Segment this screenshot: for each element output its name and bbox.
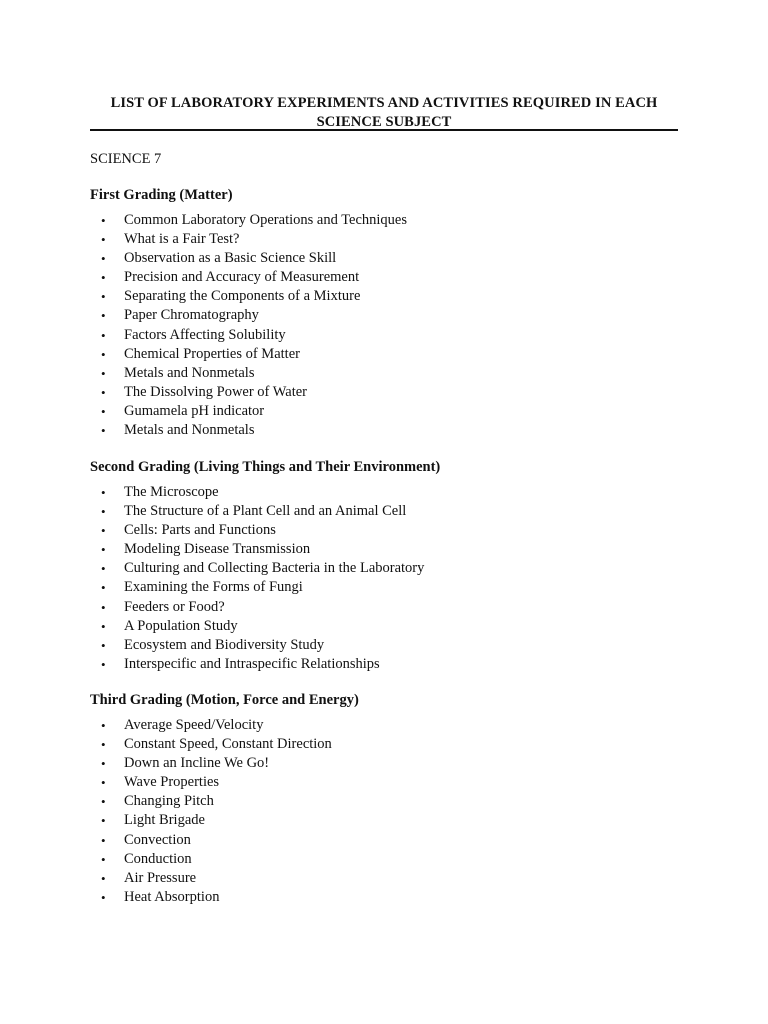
list-item-label: Observation as a Basic Science Skill xyxy=(124,250,337,267)
list-item-label: Cells: Parts and Functions xyxy=(124,522,276,539)
list-item xyxy=(90,421,407,440)
bullet-icon: • xyxy=(101,308,106,324)
bullet-icon: • xyxy=(101,580,106,596)
subject-label: SCIENCE 7 xyxy=(90,151,162,167)
list-item xyxy=(90,888,332,907)
bullet-icon: • xyxy=(101,656,106,672)
bullet-icon: • xyxy=(101,889,106,905)
list-item-label: Modeling Disease Transmission xyxy=(124,541,311,558)
list-item-label: Air Pressure xyxy=(124,869,197,886)
list-item xyxy=(90,716,332,735)
list-item xyxy=(90,850,332,869)
list-item xyxy=(90,617,424,636)
list-item xyxy=(90,869,332,888)
bullet-icon: • xyxy=(101,756,106,772)
bullet-icon: • xyxy=(101,813,106,829)
bullet-icon: • xyxy=(101,737,106,753)
bullet-icon: • xyxy=(101,384,106,400)
bullet-icon: • xyxy=(101,504,106,520)
list-item-label: Metals and Nonmetals xyxy=(124,422,255,439)
list-item xyxy=(90,402,407,421)
bullet-icon: • xyxy=(101,327,106,343)
list-item xyxy=(90,287,407,306)
section-list-first-grading xyxy=(90,211,407,440)
list-item xyxy=(90,559,424,578)
bullet-icon: • xyxy=(101,718,106,733)
list-item-label: Constant Speed, Constant Direction xyxy=(124,736,332,753)
list-item xyxy=(90,598,424,617)
list-item xyxy=(90,655,424,674)
list-item-label: Metals and Nonmetals xyxy=(124,364,255,381)
list-item-label: Heat Absorption xyxy=(124,888,220,905)
bullet-icon: • xyxy=(101,232,106,248)
bullet-icon: • xyxy=(101,403,106,419)
bullet-icon: • xyxy=(101,289,106,305)
bullet-icon: • xyxy=(101,270,106,286)
bullet-icon: • xyxy=(101,561,106,577)
bullet-icon: • xyxy=(101,251,106,267)
list-item xyxy=(90,345,407,364)
list-item-label: Paper Chromatography xyxy=(124,307,259,324)
list-item xyxy=(90,831,332,850)
bullet-icon: • xyxy=(101,423,106,439)
list-item-label: A Population Study xyxy=(124,617,238,634)
list-item xyxy=(90,754,332,773)
list-item xyxy=(90,268,407,287)
list-item-label: Down an Incline We Go! xyxy=(124,755,270,772)
list-item-label: Culturing and Collecting Bacteria in the Laboratory xyxy=(124,560,425,577)
title-line-2: SCIENCE SUBJECT xyxy=(316,114,452,130)
list-item-label: Average Speed/Velocity xyxy=(124,717,264,733)
bullet-icon: • xyxy=(101,523,106,539)
list-item xyxy=(90,364,407,383)
list-item xyxy=(90,230,407,249)
bullet-icon: • xyxy=(101,213,106,228)
list-item-label: Feeders or Food? xyxy=(124,598,225,615)
list-item xyxy=(90,578,424,597)
bullet-icon: • xyxy=(101,832,106,848)
list-item xyxy=(90,773,332,792)
list-item-label: The Microscope xyxy=(124,484,219,500)
section-heading-second-grading: Second Grading (Living Things and Their Environment) xyxy=(90,459,441,475)
list-item-label: Convection xyxy=(124,831,191,848)
bullet-icon: • xyxy=(101,794,106,810)
section-heading-first-grading: First Grading (Matter) xyxy=(90,187,233,203)
list-item-label: Conduction xyxy=(124,850,192,867)
bullet-icon: • xyxy=(101,346,106,362)
list-item xyxy=(90,211,407,230)
list-item xyxy=(90,792,332,811)
list-item xyxy=(90,306,407,325)
list-item xyxy=(90,383,407,402)
list-item-label: Light Brigade xyxy=(124,812,205,829)
list-item xyxy=(90,502,424,521)
bullet-icon: • xyxy=(101,618,106,634)
list-item-label: Precision and Accuracy of Measurement xyxy=(124,269,360,286)
list-item xyxy=(90,636,424,655)
list-item-label: Examining the Forms of Fungi xyxy=(124,579,303,596)
list-item-label: Chemical Properties of Matter xyxy=(124,345,300,362)
list-item xyxy=(90,249,407,268)
list-item xyxy=(90,326,407,345)
bullet-icon: • xyxy=(101,365,106,381)
bullet-icon: • xyxy=(101,775,106,791)
bullet-icon: • xyxy=(101,542,106,558)
list-item-label: Factors Affecting Solubility xyxy=(124,326,286,343)
bullet-icon: • xyxy=(101,870,106,886)
section-list-second-grading xyxy=(90,483,424,674)
list-item-label: Changing Pitch xyxy=(124,793,214,810)
list-item-label: The Structure of a Plant Cell and an Animal Cell xyxy=(124,503,407,520)
section-heading-third-grading: Third Grading (Motion, Force and Energy) xyxy=(90,692,359,708)
bullet-icon: • xyxy=(101,599,106,615)
list-item-label: Separating the Components of a Mixture xyxy=(124,288,361,305)
list-item-label: Gumamela pH indicator xyxy=(124,402,265,419)
list-item-label: Interspecific and Intraspecific Relationships xyxy=(124,655,380,672)
list-item-label: Wave Properties xyxy=(124,774,220,791)
list-item-label: What is a Fair Test? xyxy=(124,231,240,248)
bullet-icon: • xyxy=(101,637,106,653)
list-item xyxy=(90,735,332,754)
list-item xyxy=(90,540,424,559)
list-item xyxy=(90,483,424,502)
bullet-icon: • xyxy=(101,485,106,500)
document-title xyxy=(90,94,678,132)
list-item-label: Ecosystem and Biodiversity Study xyxy=(124,636,325,653)
list-item-label: Common Laboratory Operations and Techniques xyxy=(124,212,408,228)
list-item-label: The Dissolving Power of Water xyxy=(124,383,308,400)
bullet-icon: • xyxy=(101,851,106,867)
title-line-1: LIST OF LABORATORY EXPERIMENTS AND ACTIVITIES REQUIRED IN EACH xyxy=(110,95,658,111)
list-item xyxy=(90,811,332,830)
list-item xyxy=(90,521,424,540)
title-underline xyxy=(90,129,678,131)
section-list-third-grading xyxy=(90,716,332,907)
